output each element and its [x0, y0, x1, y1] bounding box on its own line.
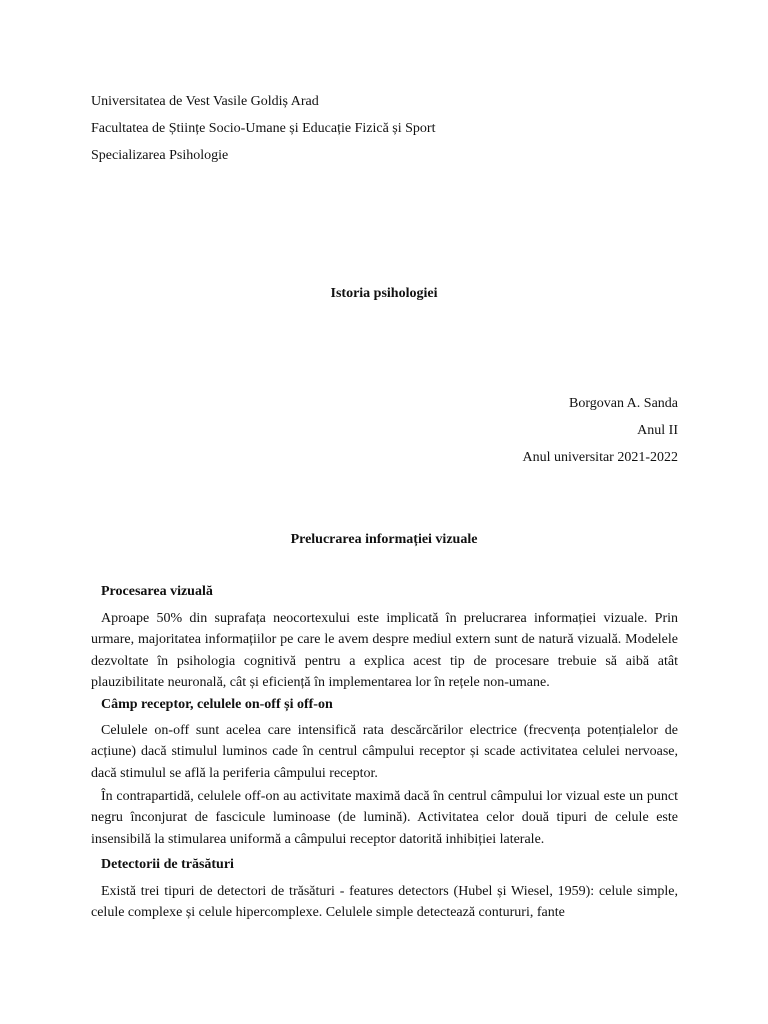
university-name: Universitatea de Vest Vasile Goldiș Arad: [91, 94, 319, 109]
document-title: Prelucrarea informației vizuale: [290, 532, 478, 547]
section-heading-camp-receptor: Câmp receptor, celulele on-off și off-on: [101, 697, 333, 712]
specialization-name: Specializarea Psihologie: [91, 148, 229, 163]
course-title: Istoria psihologiei: [330, 286, 438, 301]
faculty-name: Facultatea de Științe Socio-Umane și Educație Fizică și Sport: [91, 121, 436, 136]
paragraph-detectorii: Există trei tipuri de detectori de trăsături - features detectors (Hubel și Wiesel, 1959): celule simple, celule complexe și celule hipercomplexe. Celulele simple detectează contururi, fante: [91, 884, 678, 921]
paragraph-procesarea-vizuala: Aproape 50% din suprafața neocortexului este implicată în prelucrarea informației vizuale. Prin urmare, majoritatea informațiilor pe care le avem despre mediul extern sunt de natură vizuală. Modelele dezvoltate în psihologia cognitivă pentru a explica acest tip de procesare trebuie să aibă atât plauzibilitate neuronală, cât și eficiență în implementarea lor în rețele non-umane.: [91, 611, 678, 690]
paragraph-celule-on-off: Celulele on-off sunt acelea care intensifică rata descărcărilor electrice (frecvența potențialelor de acțiune) dacă stimulul luminos cade în centrul câmpului receptor și scade activitatea celulei nervoase, dacă stimulul se află la periferia câmpului receptor.: [91, 723, 678, 781]
paragraph-celule-off-on: În contrapartidă, celulele off-on au activitate maximă dacă în centrul câmpului lor vizual este un punct negru înconjurat de fascicule luminoase (de lumină). Activitatea celor două tipuri de celule este insensibilă la stimularea uniformă a câmpului receptor datorită inhibiției laterale.: [91, 789, 678, 847]
author-year: Anul II: [637, 423, 678, 438]
author-name: Borgovan A. Sanda: [568, 396, 678, 411]
section-heading-procesarea-vizuala: Procesarea vizuală: [101, 584, 213, 599]
section-heading-detectorii: Detectorii de trăsături: [101, 857, 234, 872]
academic-year: Anul universitar 2021-2022: [522, 450, 678, 465]
